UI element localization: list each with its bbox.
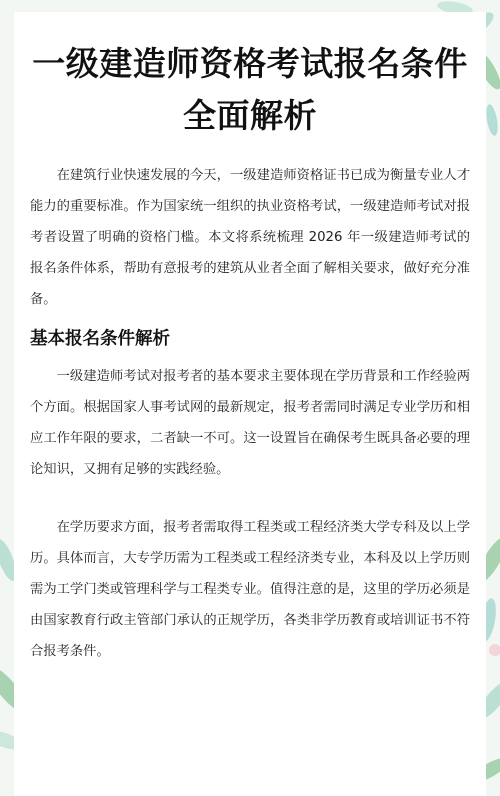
title-line-2: 全面解析 — [183, 96, 317, 135]
intro-paragraph: 在建筑行业快速发展的今天，一级建造师资格证书已成为衡量专业人才能力的重要标准。作为国家统一组织的执业资格考试，一级建造师考试对报考者设置了明确的资格门槛。本文将系统梳理 2026 年一级建造师考试的报名条件体系，帮助有意报考的建筑从业者全面了解相关要求，做好充分准备。 — [30, 168, 470, 307]
section-heading: 基本报名条件解析 — [30, 329, 170, 349]
article-title — [14, 38, 486, 142]
title-line-1: 一级建造师资格考试报名条件 — [32, 44, 468, 83]
body-paragraph-2: 在学历要求方面，报考者需取得工程类或工程经济类大学专科及以上学历。具体而言，大专学历需为工程类或工程经济类专业，本科及以上学历则需为工学门类或管理科学与工程类专业。值得注意的是，这里的学历必须是由国家教育行政主管部门承认的正规学历，各类非学历教育或培训证书不符合报考条件。 — [30, 520, 470, 659]
body-paragraph-1: 一级建造师考试对报考者的基本要求主要体现在学历背景和工作经验两个方面。根据国家人事考试网的最新规定，报考者需同时满足专业学历和相应工作年限的要求，二者缺一不可。这一设置旨在确保考生既具备必要的理论知识，又拥有足够的实践经验。 — [30, 369, 470, 477]
